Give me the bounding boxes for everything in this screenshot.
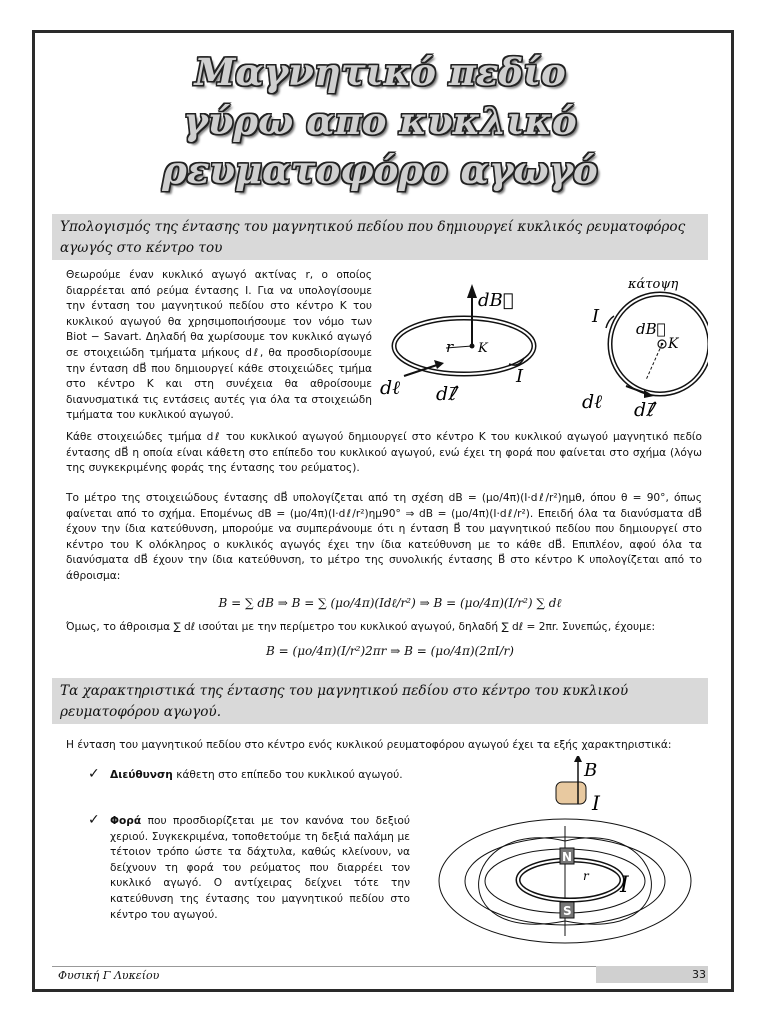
fig3-I-hand-label: I: [592, 791, 600, 815]
fig2-K-label: K: [668, 336, 679, 352]
intro-paragraph: Θεωρούμε έναν κυκλικό αγωγό ακτίνας r, ο οποίος διαρρέεται από ρεύμα έντασης I. Για να υπολογίσουμε την ένταση του μαγνητικού πεδίου στο κέντρο K του κυκλικού αγωγού θα χρησιμοποιήσουμε τον νόμο των Biot − Savart. Δηλαδή θα χωρίσουμε τον κυκλικό αγωγό σε στοιχειώδη τμήματα μήκους dℓ, θα προσδιορίσουμε την ένταση dB⃗ που δημιουργεί κάθε στοιχειώδες τμήμα στο κέντρο K και στη συνέχεια θα αθροίσουμε διανυσματικά τις εντάσεις αυτές για όλα τα στοιχειώδη τμήματα του κυκλικού αγωγού.: [66, 269, 372, 422]
fig3-B-label: B: [584, 760, 598, 781]
fig2-caption: κάτοψη: [628, 277, 679, 292]
fig2-dB-label: dB⃗: [636, 320, 666, 338]
hand-icon: [556, 782, 586, 804]
section-heading-1: Υπολογισμός της έντασης του μαγνητικού πεδίου που δημιουργεί κυκλικός ρευματοφόρος αγωγός στο κέντρο του: [52, 214, 708, 260]
bullet-direction-text: κάθετη στο επίπεδο του κυκλικού αγωγού.: [172, 769, 403, 781]
bullet-direction: [110, 768, 410, 784]
check-icon: ✓: [88, 812, 100, 828]
title-line-2: γύρω απο κυκλικό: [183, 99, 577, 143]
fig3-I-label: I: [620, 873, 629, 898]
fig2-I-label: I: [592, 306, 600, 327]
page-title: [150, 48, 610, 195]
paragraph-characteristics: Η ένταση του μαγνητικού πεδίου στο κέντρο ενός κυκλικού ρευματοφόρου αγωγού έχει τα εξής χαρακτηριστικά:: [66, 739, 672, 751]
fig1-dl-vector-label: dℓ⃗: [436, 383, 457, 405]
fig1-dl-label: dℓ: [380, 377, 401, 399]
equation-sum: B = ∑ dB ⇒ B = ∑ (μο/4π)(Idℓ/r²) ⇒ B = (μο/4π)(I/r²) ∑ dℓ: [218, 596, 562, 610]
fig1-r-label: r: [446, 338, 454, 356]
equation-result: B = (μο/4π)(I/r²)2πr ⇒ B = (μο/4π)(2πI/r): [266, 644, 514, 658]
title-line-1: Μαγνητικό πεδίο: [194, 50, 566, 94]
footer-course: Φυσική Γ Λυκείου: [52, 966, 596, 983]
paragraph-each-element: Κάθε στοιχειώδες τμήμα dℓ του κυκλικού αγωγού δημιουργεί στο κέντρο K του κυκλικού αγωγού μαγνητικό πεδίο έντασης dB⃗ η οποία είναι κάθετη στο επίπεδο του κυκλικού αγωγού, ενώ έχει τη φορά που φαίνεται στο σχήμα (λόγω της συγκεκριμένης φοράς της έντασης του ρεύματος).: [66, 431, 702, 475]
bullet-direction-term: Διεύθυνση: [110, 769, 173, 781]
section-heading-2: Τα χαρακτηριστικά της έντασης του μαγνητικού πεδίου στο κέντρο του κυκλικού ρευματοφόρου αγωγού.: [52, 678, 708, 724]
page-number: 33: [692, 968, 706, 981]
bullet-sense: [110, 814, 410, 923]
paragraph-magnitude: Το μέτρο της στοιχειώδους έντασης dB⃗ υπολογίζεται από τη σχέση dB = (μο/4π)(I·dℓ/r²)ημθ, όπου θ = 90°, όπως φαίνεται από το σχήμα. Επομένως dB = (μο/4π)(I·dℓ/r²)ημ90° ⇒ dB = (μο/4π)(I·dℓ/r²). Επειδή όλα τα διανύσματα dB⃗ έχουν την ίδια κατεύθυνση, μπορούμε να συμπεράνουμε ότι η ένταση B⃗ του μαγνητικού πεδίου που δημιουργεί στο κέντρο του K ολόκληρος ο κυκλικός αγωγός έχει την ίδια κατεύθυνση με το κάθε dB⃗. Επιπλέον, αφού όλα τα διανύσματα dB⃗ έχουν την ίδια κατεύθυνση, το μέτρο της συνολικής έντασης B⃗ στο κέντρο K υπολογίζεται από το άθροισμα:: [66, 492, 702, 582]
fig1-K-label: K: [478, 341, 488, 356]
bullet-sense-term: Φορά: [110, 815, 142, 827]
figure-ring-topview: [578, 276, 708, 422]
north-pole-label: N: [562, 850, 573, 864]
bullet-sense-text: που προσδιορίζεται με τον κανόνα του δεξιού χεριού. Συγκεκριμένα, τοποθετούμε τη δεξιά παλάμη με τέτοιον τρόπο ώστε τα δάχτυλα, καθώς κλείνουν, να δείχνουν τη φορά του ρεύματος που διαρρέει τον κυκλικό αγωγό. Ο αντίχειρας δείχνει τότε την κατεύθυνση της έντασης του μαγνητικού πεδίου στο κέντρο του αγωγού.: [110, 815, 410, 921]
south-pole-label: S: [563, 904, 572, 918]
figure-field-lines: [420, 756, 710, 961]
title-line-3: ρευματοφόρο αγωγό: [162, 148, 598, 192]
fig1-I-label: I: [516, 366, 524, 387]
fig2-dl-vector-label: dℓ⃗: [634, 399, 655, 421]
check-icon: ✓: [88, 766, 100, 782]
fig3-r-label: r: [583, 869, 589, 883]
fig1-dB-label: dB⃗: [478, 290, 514, 311]
fig2-dl-label: dℓ: [582, 391, 603, 413]
figure-ring-perspective: [374, 276, 544, 416]
paragraph-sum: Όμως, το άθροισμα ∑ dℓ ισούται με την περίμετρο του κυκλικού αγωγού, δηλαδή ∑ dℓ = 2πr. Συνεπώς, έχουμε:: [66, 621, 656, 633]
